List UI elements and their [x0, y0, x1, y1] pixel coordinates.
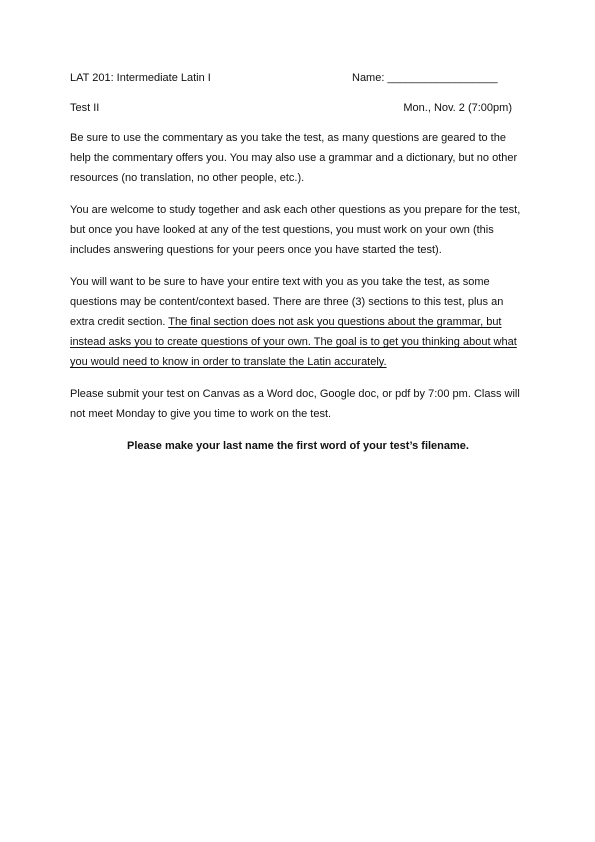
instructions-paragraph-commentary: Be sure to use the commentary as you take the test, as many questions are geared to the help the commentary offers you. You may also use a grammar and a dictionary, but no other resources (no translation, no other people, etc.). — [70, 132, 518, 184]
instructions-paragraph-collaboration: You are welcome to study together and ask each other questions as you prepare for the test, but once you have looked at any of the test questions, you must work on your own (this includes answering questions for your peers once you have started the test). — [70, 204, 521, 256]
final-section-underlined-text: The final section does not ask you questions about the grammar, but instead asks you to create questions of your own. The goal is to get you thinking about what you would need to know in order to translate the Latin accurately. — [70, 316, 517, 368]
sections-text: You will want to be sure to have your entire text with you as you take the test, as some questions may be content/context based. There are three (3) sections to this test, plus an extra credit section. — [70, 276, 504, 328]
document-content — [70, 60, 526, 456]
course-title: LAT 201: Intermediate Latin I — [70, 72, 211, 84]
header-row — [70, 68, 526, 88]
test-date: Mon., Nov. 2 (7:00pm) — [403, 102, 512, 114]
name-field: Name: __________________ — [352, 72, 498, 84]
filename-instruction: Please make your last name the first word of your test’s filename. — [127, 440, 469, 452]
test-info-row — [70, 98, 526, 118]
instructions-paragraph-submission: Please submit your test on Canvas as a Word doc, Google doc, or pdf by 7:00 pm. Class will not meet Monday to give you time to work on the test. — [70, 388, 520, 420]
instructions-paragraph-sections — [70, 272, 526, 372]
test-title: Test II — [70, 102, 100, 114]
